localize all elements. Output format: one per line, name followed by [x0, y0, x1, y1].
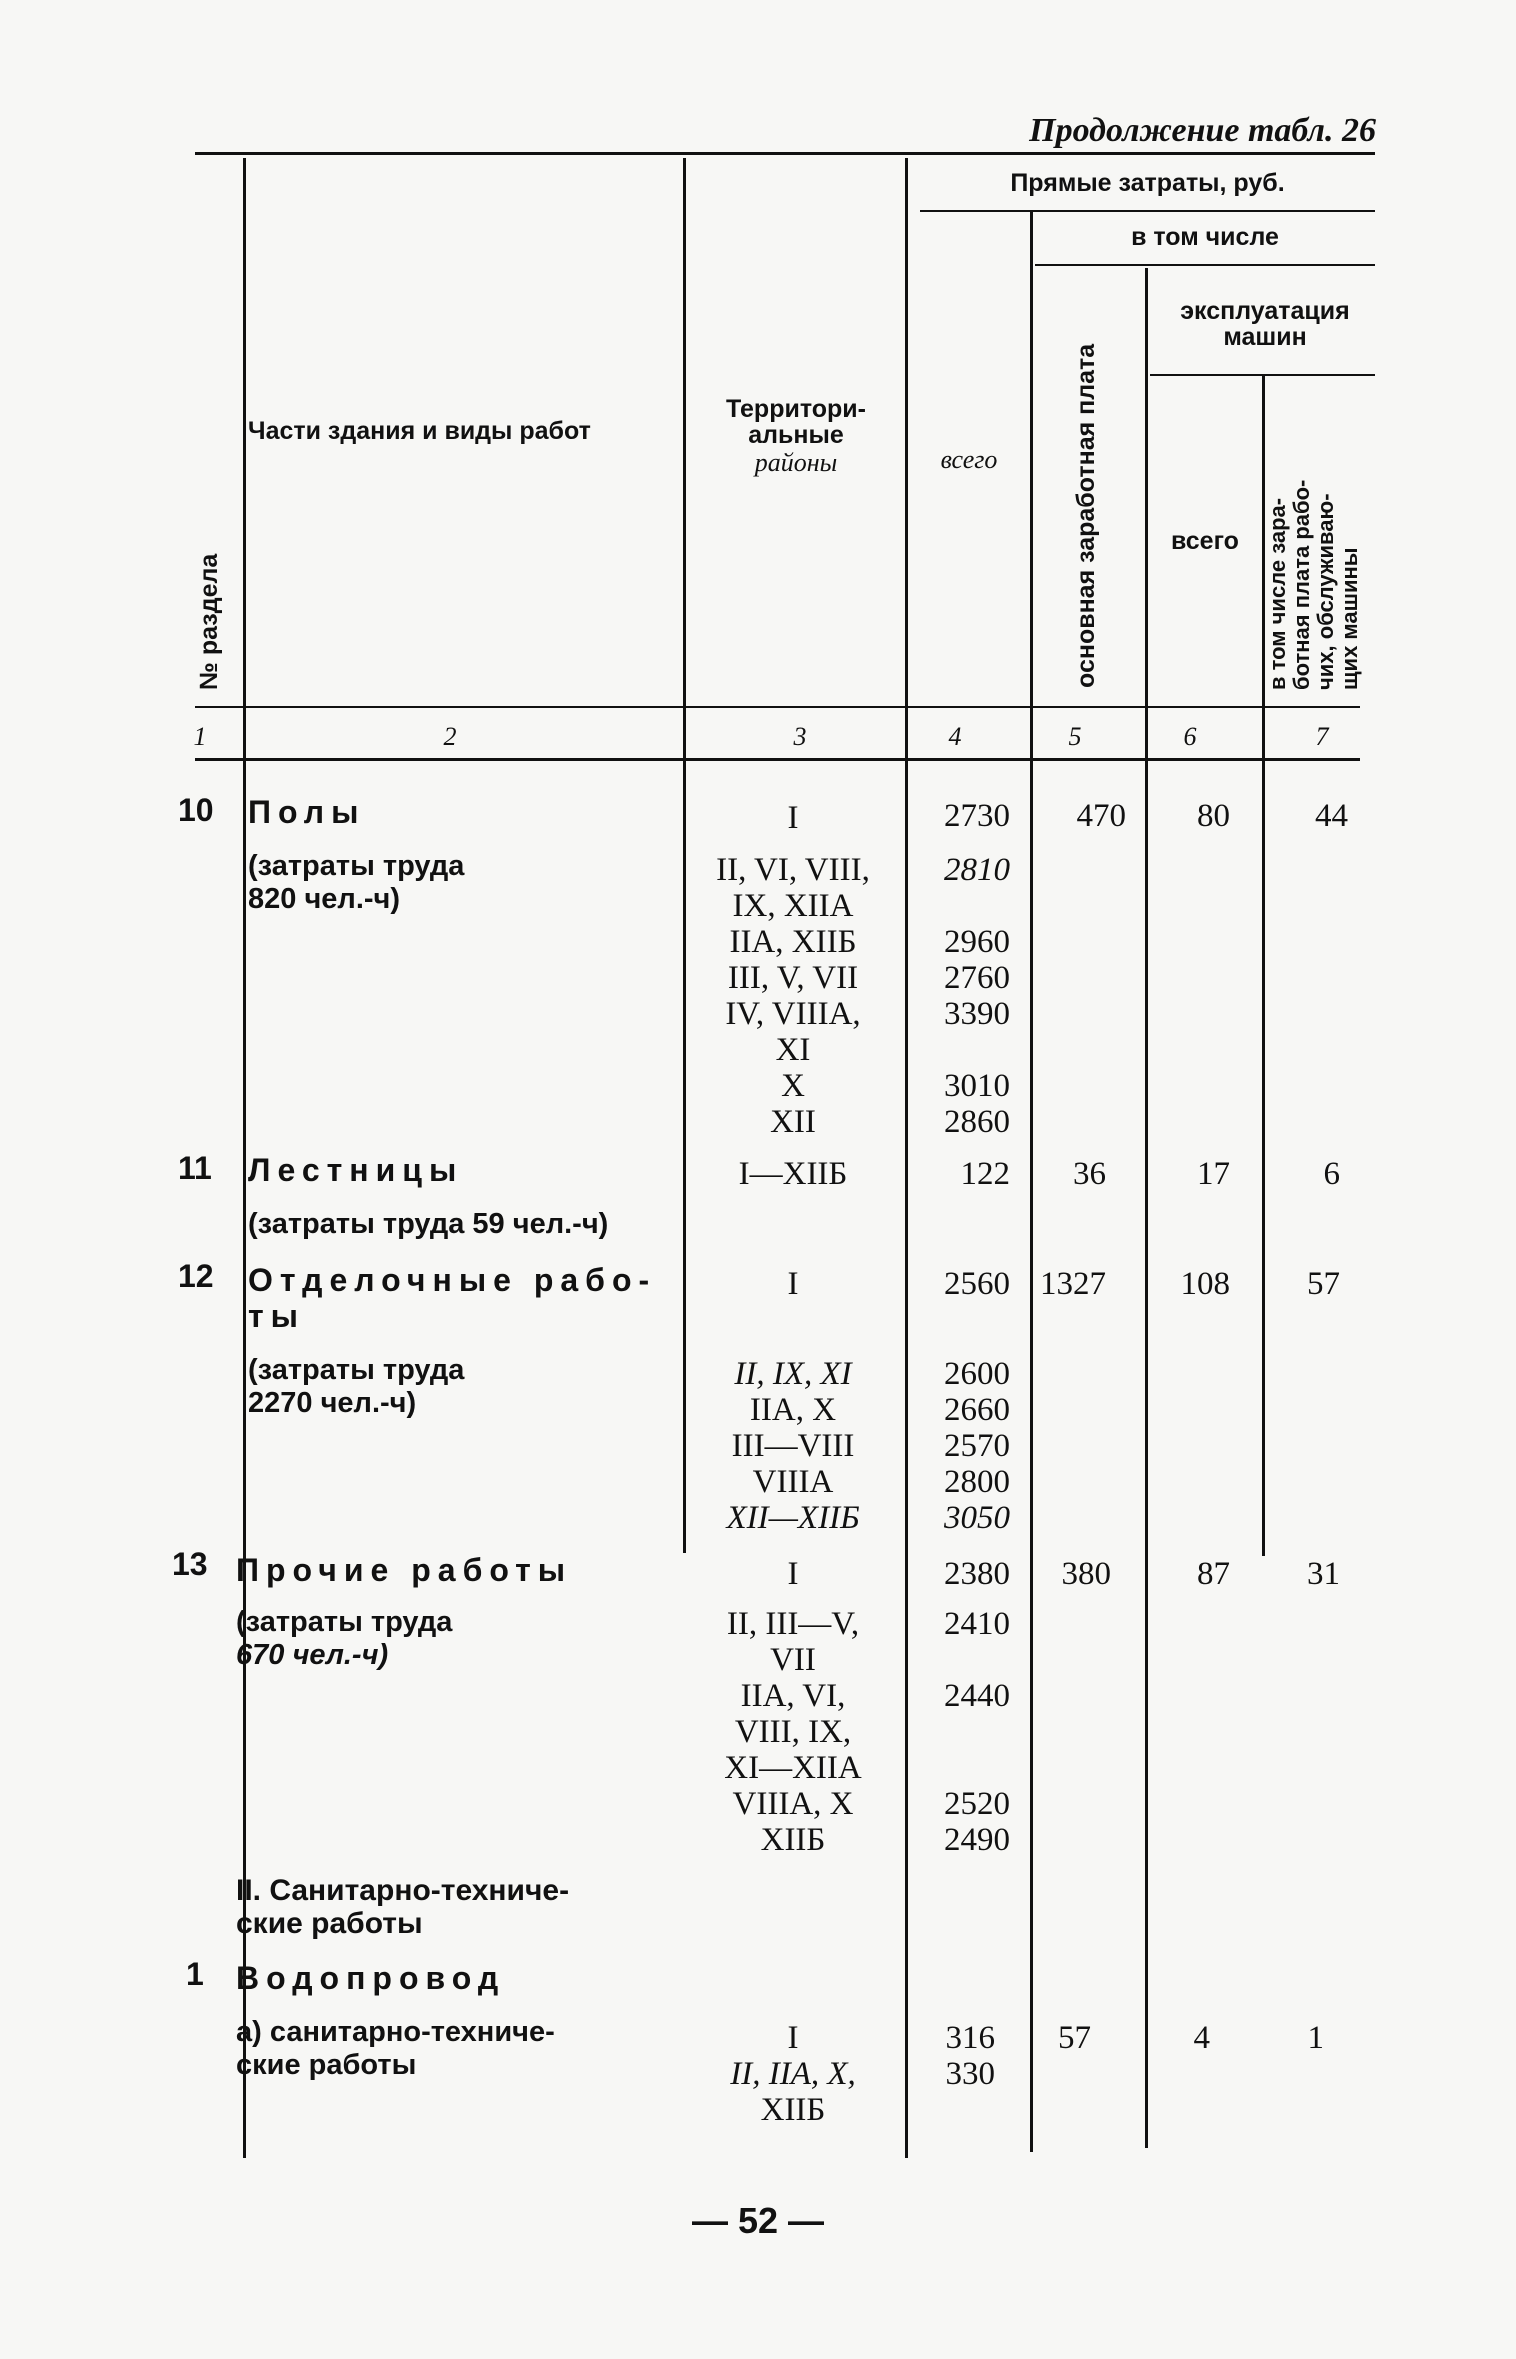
region-item: II, IX, XI [734, 1356, 852, 1392]
region-item: IX, XIIA [732, 888, 854, 924]
cost-total: 2760 [944, 960, 1010, 996]
section-heading [236, 1874, 569, 1940]
section-number: 1 [186, 1956, 204, 1992]
header-machine-wage [1266, 480, 1362, 690]
colnum-bottom-rule [195, 758, 1360, 761]
region-item: VII [770, 1642, 816, 1678]
column-number: 6 [1183, 722, 1197, 751]
cost-total: 2520 [944, 1786, 1010, 1822]
work-title-line: Отделочные рабо- [248, 1262, 657, 1298]
header-machine-wage-line: щих машины [1337, 547, 1362, 690]
machines-total: 4 [1193, 2020, 1210, 2056]
region-item: XII—XIIБ [726, 1500, 860, 1536]
section-number: 13 [172, 1546, 208, 1582]
labor-cost-line: а) санитарно-техниче- [236, 2016, 555, 2048]
header-machines-line: эксплуатация [1180, 297, 1350, 325]
region-item: XI—XIIA [724, 1750, 862, 1786]
machine-wage: 1 [1307, 2020, 1324, 2056]
header-section-number: № раздела [195, 553, 223, 690]
header-regions-line: Территори- [726, 395, 866, 423]
header-machine-wage-line: чих, обслуживаю- [1313, 493, 1338, 690]
table-top-rule [195, 152, 1375, 155]
region-item: II, III—V, [726, 1606, 860, 1642]
labor-cost-line: (затраты труда [248, 1354, 465, 1386]
labor-cost-note [236, 1606, 452, 1672]
header-regions-line: альные [748, 421, 844, 450]
region-item: IIA, VI, [740, 1678, 846, 1714]
column-number: 2 [443, 722, 457, 751]
labor-cost-line: 2270 чел.-ч) [248, 1387, 417, 1419]
machine-wage: 31 [1307, 1556, 1340, 1592]
column-number: 7 [1315, 722, 1329, 751]
region-item: I [787, 800, 799, 836]
region-item: XII [770, 1104, 816, 1140]
basic-wage: 380 [1061, 1556, 1111, 1592]
header-direct-costs: Прямые затраты, руб. [1010, 169, 1285, 197]
basic-wage: 57 [1058, 2020, 1091, 2056]
labor-cost-line: 820 чел.-ч) [248, 883, 401, 915]
cost-total: 2410 [944, 1606, 1010, 1642]
basic-wage: 36 [1073, 1156, 1106, 1192]
cost-total: 2960 [944, 924, 1010, 960]
header-machine-wage-line: ботная плата рабо- [1289, 479, 1314, 690]
region-item: II, IIA, X, [730, 2056, 856, 2092]
cost-total: 2600 [944, 1356, 1010, 1392]
region-item: XIIБ [760, 1822, 826, 1858]
machine-wage: 44 [1315, 798, 1348, 834]
labor-cost-note [248, 1208, 608, 1241]
column-number: 1 [193, 722, 207, 751]
region-item: II, VI, VIII, [716, 852, 870, 888]
cost-total: 2490 [944, 1822, 1010, 1858]
cost-total: 2660 [944, 1392, 1010, 1428]
cost-total: 3050 [944, 1500, 1010, 1536]
section-number: 12 [178, 1258, 214, 1294]
labor-cost-line: 670 чел.-ч) [236, 1639, 389, 1671]
header-machine-wage-line: в том числе зара- [1265, 497, 1290, 690]
region-item: I [787, 2020, 799, 2056]
machine-wage: 57 [1307, 1266, 1340, 1302]
region-item: VIIIA [752, 1464, 834, 1500]
work-title: Водопровод [236, 1960, 506, 1996]
col-divider-1 [243, 158, 246, 2158]
regions-list [678, 1156, 908, 1192]
header-parts-and-works: Части здания и виды работ [248, 417, 591, 445]
region-item: III, V, VII [727, 960, 859, 996]
cost-total: 2560 [944, 1266, 1010, 1302]
cost-total: 2860 [944, 1104, 1010, 1140]
cost-total: 2800 [944, 1464, 1010, 1500]
region-item: IV, VIIIA, [725, 996, 861, 1032]
cost-total: 316 [945, 2020, 995, 2056]
header-total: всего [940, 445, 998, 474]
machines-total: 108 [1180, 1266, 1230, 1302]
regions-list [678, 1266, 908, 1536]
regions-list [678, 2020, 908, 2128]
basic-wage: 1327 [1040, 1266, 1106, 1302]
header-machine-operation [1150, 298, 1380, 351]
region-item: I—XIIБ [738, 1156, 848, 1192]
machines-total: 87 [1197, 1556, 1230, 1592]
work-title [248, 1262, 656, 1334]
region-item: III—VIII [731, 1428, 855, 1464]
col-divider-4 [1030, 212, 1033, 2152]
cost-total: 122 [960, 1156, 1010, 1192]
header-rule-direct-costs [920, 210, 1375, 212]
regions-list [678, 800, 908, 1140]
column-number: 4 [948, 722, 962, 751]
labor-cost-line: ские работы [236, 2049, 417, 2081]
header-rule-including [1035, 264, 1375, 266]
header-machines-line: машин [1223, 323, 1307, 352]
labor-cost-note [248, 850, 464, 916]
table-continuation-title: Продолжение табл. 26 [1029, 112, 1376, 149]
machine-wage: 6 [1323, 1156, 1340, 1192]
section-number: 10 [178, 792, 214, 828]
column-number: 3 [793, 722, 807, 751]
region-item: I [787, 1556, 799, 1592]
region-item: X [781, 1068, 805, 1104]
machines-total: 17 [1197, 1156, 1230, 1192]
cost-total: 2380 [944, 1556, 1010, 1592]
header-regions [690, 396, 902, 476]
machines-total: 80 [1197, 798, 1230, 834]
region-item: XI [775, 1032, 811, 1068]
header-including: в том числе [1131, 223, 1279, 251]
section-number: 11 [178, 1150, 212, 1186]
region-item: IIA, X [749, 1392, 837, 1428]
work-title-line: ты [248, 1298, 305, 1334]
labor-cost-line: (затраты труда 59 чел.-ч) [248, 1208, 609, 1240]
labor-cost-note [248, 1354, 464, 1420]
page-number: — 52 — [691, 2200, 825, 2241]
header-regions-line: районы [754, 447, 838, 477]
labor-cost-line: (затраты труда [236, 1606, 453, 1638]
work-title: Прочие работы [236, 1552, 573, 1588]
work-title: Лестницы [248, 1152, 464, 1188]
cost-total: 3010 [944, 1068, 1010, 1104]
work-title: Полы [248, 794, 366, 830]
basic-wage: 470 [1076, 798, 1126, 834]
cost-total: 2440 [944, 1678, 1010, 1714]
column-number: 5 [1068, 722, 1082, 751]
region-item: IIA, XIIБ [729, 924, 857, 960]
region-item: XIIБ [760, 2092, 826, 2128]
regions-list [678, 1556, 908, 1858]
cost-total: 2810 [944, 852, 1010, 888]
header-bottom-rule [195, 706, 1360, 708]
region-item: I [787, 1266, 799, 1302]
cost-total: 2730 [944, 798, 1010, 834]
header-machines-total: всего [1171, 527, 1239, 555]
section-heading-line: II. Санитарно-техниче- [236, 1874, 570, 1907]
region-item: VIII, IX, [734, 1714, 852, 1750]
labor-cost-note [236, 2016, 555, 2082]
labor-cost-line: (затраты труда [248, 850, 465, 882]
col-divider-5 [1145, 268, 1148, 2148]
cost-total: 3390 [944, 996, 1010, 1032]
header-basic-wage: основная заработная плата [1072, 343, 1100, 688]
region-item: VIIIA, X [732, 1786, 854, 1822]
section-heading-line: ские работы [236, 1907, 423, 1940]
cost-total: 330 [945, 2056, 995, 2092]
cost-total: 2570 [944, 1428, 1010, 1464]
